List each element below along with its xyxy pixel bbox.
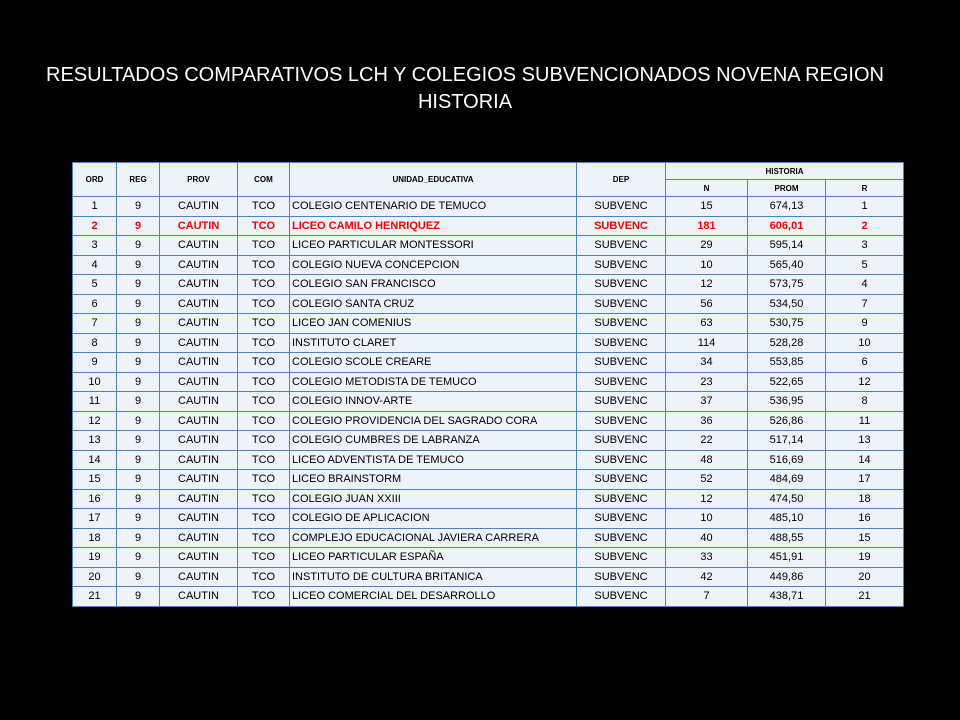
cell-unidad-educativa: COLEGIO DE APLICACION [290, 509, 577, 529]
cell-n: 52 [666, 470, 748, 490]
table-header [73, 163, 904, 197]
cell-com: TCO [238, 489, 290, 509]
cell-unidad-educativa: COLEGIO CENTENARIO DE TEMUCO [290, 197, 577, 217]
cell-prom: 530,75 [748, 314, 826, 334]
cell-reg: 9 [117, 528, 160, 548]
cell-r: 5 [826, 255, 904, 275]
cell-ord: 20 [73, 567, 117, 587]
cell-prov: CAUTIN [160, 236, 238, 256]
cell-com: TCO [238, 528, 290, 548]
cell-reg: 9 [117, 333, 160, 353]
cell-reg: 9 [117, 587, 160, 607]
cell-com: TCO [238, 255, 290, 275]
cell-n: 10 [666, 509, 748, 529]
cell-unidad-educativa: COLEGIO SCOLE CREARE [290, 353, 577, 373]
cell-prov: CAUTIN [160, 353, 238, 373]
cell-unidad-educativa: COLEGIO INNOV-ARTE [290, 392, 577, 412]
cell-prov: CAUTIN [160, 372, 238, 392]
cell-r: 1 [826, 197, 904, 217]
cell-ord: 18 [73, 528, 117, 548]
cell-prom: 526,86 [748, 411, 826, 431]
cell-dep: SUBVENC [577, 548, 666, 568]
cell-ord: 13 [73, 431, 117, 451]
cell-reg: 9 [117, 236, 160, 256]
cell-prov: CAUTIN [160, 509, 238, 529]
cell-dep: SUBVENC [577, 392, 666, 412]
cell-prom: 449,86 [748, 567, 826, 587]
cell-prov: CAUTIN [160, 314, 238, 334]
cell-prov: CAUTIN [160, 275, 238, 295]
cell-r: 15 [826, 528, 904, 548]
cell-reg: 9 [117, 372, 160, 392]
cell-r: 7 [826, 294, 904, 314]
cell-reg: 9 [117, 255, 160, 275]
title-line-2: HISTORIA [417, 91, 513, 113]
cell-reg: 9 [117, 314, 160, 334]
cell-com: TCO [238, 294, 290, 314]
cell-r: 19 [826, 548, 904, 568]
cell-reg: 9 [117, 450, 160, 470]
cell-ord: 14 [73, 450, 117, 470]
cell-n: 12 [666, 489, 748, 509]
header-dep: DEP [577, 163, 666, 197]
cell-dep: SUBVENC [577, 431, 666, 451]
cell-ord: 17 [73, 509, 117, 529]
cell-unidad-educativa: LICEO PARTICULAR ESPAÑA [290, 548, 577, 568]
cell-unidad-educativa: LICEO CAMILO HENRIQUEZ [290, 216, 577, 236]
cell-r: 13 [826, 431, 904, 451]
cell-ord: 11 [73, 392, 117, 412]
cell-prom: 573,75 [748, 275, 826, 295]
cell-reg: 9 [117, 509, 160, 529]
cell-prov: CAUTIN [160, 470, 238, 490]
table-row [73, 470, 904, 490]
cell-dep: SUBVENC [577, 587, 666, 607]
cell-n: 42 [666, 567, 748, 587]
table-row [73, 567, 904, 587]
cell-prom: 451,91 [748, 548, 826, 568]
cell-com: TCO [238, 548, 290, 568]
cell-reg: 9 [117, 548, 160, 568]
cell-r: 16 [826, 509, 904, 529]
cell-dep: SUBVENC [577, 294, 666, 314]
cell-n: 37 [666, 392, 748, 412]
cell-reg: 9 [117, 411, 160, 431]
header-n: N [666, 180, 748, 197]
header-r: R [826, 180, 904, 197]
cell-com: TCO [238, 197, 290, 217]
cell-prom: 674,13 [748, 197, 826, 217]
cell-dep: SUBVENC [577, 314, 666, 334]
cell-prov: CAUTIN [160, 587, 238, 607]
cell-dep: SUBVENC [577, 450, 666, 470]
cell-reg: 9 [117, 275, 160, 295]
cell-prov: CAUTIN [160, 294, 238, 314]
cell-unidad-educativa: COLEGIO JUAN XXIII [290, 489, 577, 509]
cell-reg: 9 [117, 294, 160, 314]
cell-n: 29 [666, 236, 748, 256]
cell-unidad-educativa: COLEGIO CUMBRES DE LABRANZA [290, 431, 577, 451]
cell-com: TCO [238, 216, 290, 236]
slide-title [0, 62, 930, 116]
table-row [73, 333, 904, 353]
cell-unidad-educativa: COMPLEJO EDUCACIONAL JAVIERA CARRERA [290, 528, 577, 548]
cell-unidad-educativa: INSTITUTO DE CULTURA BRITANICA [290, 567, 577, 587]
cell-reg: 9 [117, 392, 160, 412]
cell-reg: 9 [117, 431, 160, 451]
cell-n: 63 [666, 314, 748, 334]
cell-prov: CAUTIN [160, 333, 238, 353]
cell-prom: 488,55 [748, 528, 826, 548]
cell-ord: 5 [73, 275, 117, 295]
cell-r: 2 [826, 216, 904, 236]
table-body [73, 197, 904, 607]
cell-prov: CAUTIN [160, 216, 238, 236]
table-row [73, 509, 904, 529]
cell-prom: 438,71 [748, 587, 826, 607]
cell-r: 17 [826, 470, 904, 490]
cell-prov: CAUTIN [160, 197, 238, 217]
cell-n: 181 [666, 216, 748, 236]
header-reg: REG [117, 163, 160, 197]
cell-prov: CAUTIN [160, 528, 238, 548]
table-row [73, 236, 904, 256]
cell-prom: 485,10 [748, 509, 826, 529]
table-row [73, 216, 904, 236]
cell-ord: 8 [73, 333, 117, 353]
cell-unidad-educativa: COLEGIO PROVIDENCIA DEL SAGRADO CORA [290, 411, 577, 431]
cell-r: 21 [826, 587, 904, 607]
table-row [73, 528, 904, 548]
cell-unidad-educativa: LICEO BRAINSTORM [290, 470, 577, 490]
cell-dep: SUBVENC [577, 216, 666, 236]
cell-unidad-educativa: LICEO PARTICULAR MONTESSORI [290, 236, 577, 256]
cell-ord: 15 [73, 470, 117, 490]
cell-ord: 1 [73, 197, 117, 217]
table-row [73, 314, 904, 334]
cell-prov: CAUTIN [160, 411, 238, 431]
cell-com: TCO [238, 353, 290, 373]
cell-n: 10 [666, 255, 748, 275]
cell-com: TCO [238, 275, 290, 295]
cell-r: 4 [826, 275, 904, 295]
cell-com: TCO [238, 392, 290, 412]
cell-dep: SUBVENC [577, 528, 666, 548]
table-row [73, 255, 904, 275]
header-prov: PROV [160, 163, 238, 197]
cell-dep: SUBVENC [577, 197, 666, 217]
cell-dep: SUBVENC [577, 275, 666, 295]
cell-dep: SUBVENC [577, 353, 666, 373]
cell-prov: CAUTIN [160, 431, 238, 451]
cell-n: 12 [666, 275, 748, 295]
cell-com: TCO [238, 431, 290, 451]
cell-n: 15 [666, 197, 748, 217]
cell-prom: 534,50 [748, 294, 826, 314]
cell-prom: 474,50 [748, 489, 826, 509]
cell-n: 40 [666, 528, 748, 548]
cell-ord: 10 [73, 372, 117, 392]
cell-com: TCO [238, 333, 290, 353]
header-com: COM [238, 163, 290, 197]
table-row [73, 372, 904, 392]
cell-dep: SUBVENC [577, 411, 666, 431]
table-row [73, 197, 904, 217]
table-row [73, 587, 904, 607]
cell-com: TCO [238, 470, 290, 490]
cell-ord: 4 [73, 255, 117, 275]
cell-ord: 16 [73, 489, 117, 509]
table-row [73, 489, 904, 509]
cell-com: TCO [238, 372, 290, 392]
table-row [73, 275, 904, 295]
cell-dep: SUBVENC [577, 236, 666, 256]
cell-unidad-educativa: COLEGIO SANTA CRUZ [290, 294, 577, 314]
cell-ord: 3 [73, 236, 117, 256]
cell-n: 56 [666, 294, 748, 314]
cell-prom: 528,28 [748, 333, 826, 353]
cell-n: 34 [666, 353, 748, 373]
cell-reg: 9 [117, 216, 160, 236]
cell-r: 10 [826, 333, 904, 353]
cell-reg: 9 [117, 489, 160, 509]
cell-com: TCO [238, 236, 290, 256]
header-historia-group: HISTORIA [666, 163, 904, 180]
cell-prov: CAUTIN [160, 392, 238, 412]
table-row [73, 450, 904, 470]
table-row [73, 392, 904, 412]
cell-unidad-educativa: LICEO ADVENTISTA DE TEMUCO [290, 450, 577, 470]
cell-prom: 516,69 [748, 450, 826, 470]
cell-r: 3 [826, 236, 904, 256]
cell-com: TCO [238, 450, 290, 470]
cell-n: 23 [666, 372, 748, 392]
cell-r: 18 [826, 489, 904, 509]
cell-r: 8 [826, 392, 904, 412]
table-row [73, 431, 904, 451]
cell-ord: 19 [73, 548, 117, 568]
cell-unidad-educativa: INSTITUTO CLARET [290, 333, 577, 353]
cell-ord: 6 [73, 294, 117, 314]
cell-r: 14 [826, 450, 904, 470]
cell-prov: CAUTIN [160, 567, 238, 587]
cell-n: 114 [666, 333, 748, 353]
cell-reg: 9 [117, 470, 160, 490]
cell-r: 12 [826, 372, 904, 392]
cell-r: 9 [826, 314, 904, 334]
cell-dep: SUBVENC [577, 255, 666, 275]
cell-com: TCO [238, 509, 290, 529]
cell-prov: CAUTIN [160, 548, 238, 568]
cell-prov: CAUTIN [160, 450, 238, 470]
cell-com: TCO [238, 411, 290, 431]
cell-prom: 595,14 [748, 236, 826, 256]
cell-ord: 2 [73, 216, 117, 236]
cell-reg: 9 [117, 567, 160, 587]
cell-ord: 21 [73, 587, 117, 607]
cell-r: 20 [826, 567, 904, 587]
cell-reg: 9 [117, 197, 160, 217]
cell-dep: SUBVENC [577, 489, 666, 509]
cell-prov: CAUTIN [160, 489, 238, 509]
cell-unidad-educativa: COLEGIO METODISTA DE TEMUCO [290, 372, 577, 392]
cell-dep: SUBVENC [577, 509, 666, 529]
cell-ord: 12 [73, 411, 117, 431]
table-row [73, 294, 904, 314]
cell-n: 36 [666, 411, 748, 431]
table-row [73, 353, 904, 373]
table-row [73, 548, 904, 568]
cell-dep: SUBVENC [577, 567, 666, 587]
cell-prom: 565,40 [748, 255, 826, 275]
cell-dep: SUBVENC [577, 372, 666, 392]
cell-prom: 484,69 [748, 470, 826, 490]
cell-dep: SUBVENC [577, 470, 666, 490]
cell-unidad-educativa: LICEO JAN COMENIUS [290, 314, 577, 334]
cell-prom: 536,95 [748, 392, 826, 412]
cell-r: 6 [826, 353, 904, 373]
cell-prom: 517,14 [748, 431, 826, 451]
cell-unidad-educativa: LICEO COMERCIAL DEL DESARROLLO [290, 587, 577, 607]
cell-prom: 553,85 [748, 353, 826, 373]
title-line-1: RESULTADOS COMPARATIVOS LCH Y COLEGIOS SUBVENCIONADOS NOVENA REGION [46, 64, 884, 86]
cell-ord: 7 [73, 314, 117, 334]
cell-com: TCO [238, 314, 290, 334]
cell-com: TCO [238, 567, 290, 587]
cell-r: 11 [826, 411, 904, 431]
header-ord: ORD [73, 163, 117, 197]
results-table-container [72, 162, 903, 603]
cell-n: 33 [666, 548, 748, 568]
cell-prom: 522,65 [748, 372, 826, 392]
cell-n: 22 [666, 431, 748, 451]
table-row [73, 411, 904, 431]
results-table [72, 162, 904, 607]
cell-n: 7 [666, 587, 748, 607]
header-prom: PROM [748, 180, 826, 197]
cell-prov: CAUTIN [160, 255, 238, 275]
cell-n: 48 [666, 450, 748, 470]
header-unidad-educativa: UNIDAD_EDUCATIVA [290, 163, 577, 197]
cell-reg: 9 [117, 353, 160, 373]
cell-com: TCO [238, 587, 290, 607]
cell-unidad-educativa: COLEGIO SAN FRANCISCO [290, 275, 577, 295]
cell-ord: 9 [73, 353, 117, 373]
cell-prom: 606,01 [748, 216, 826, 236]
cell-dep: SUBVENC [577, 333, 666, 353]
cell-unidad-educativa: COLEGIO NUEVA CONCEPCION [290, 255, 577, 275]
